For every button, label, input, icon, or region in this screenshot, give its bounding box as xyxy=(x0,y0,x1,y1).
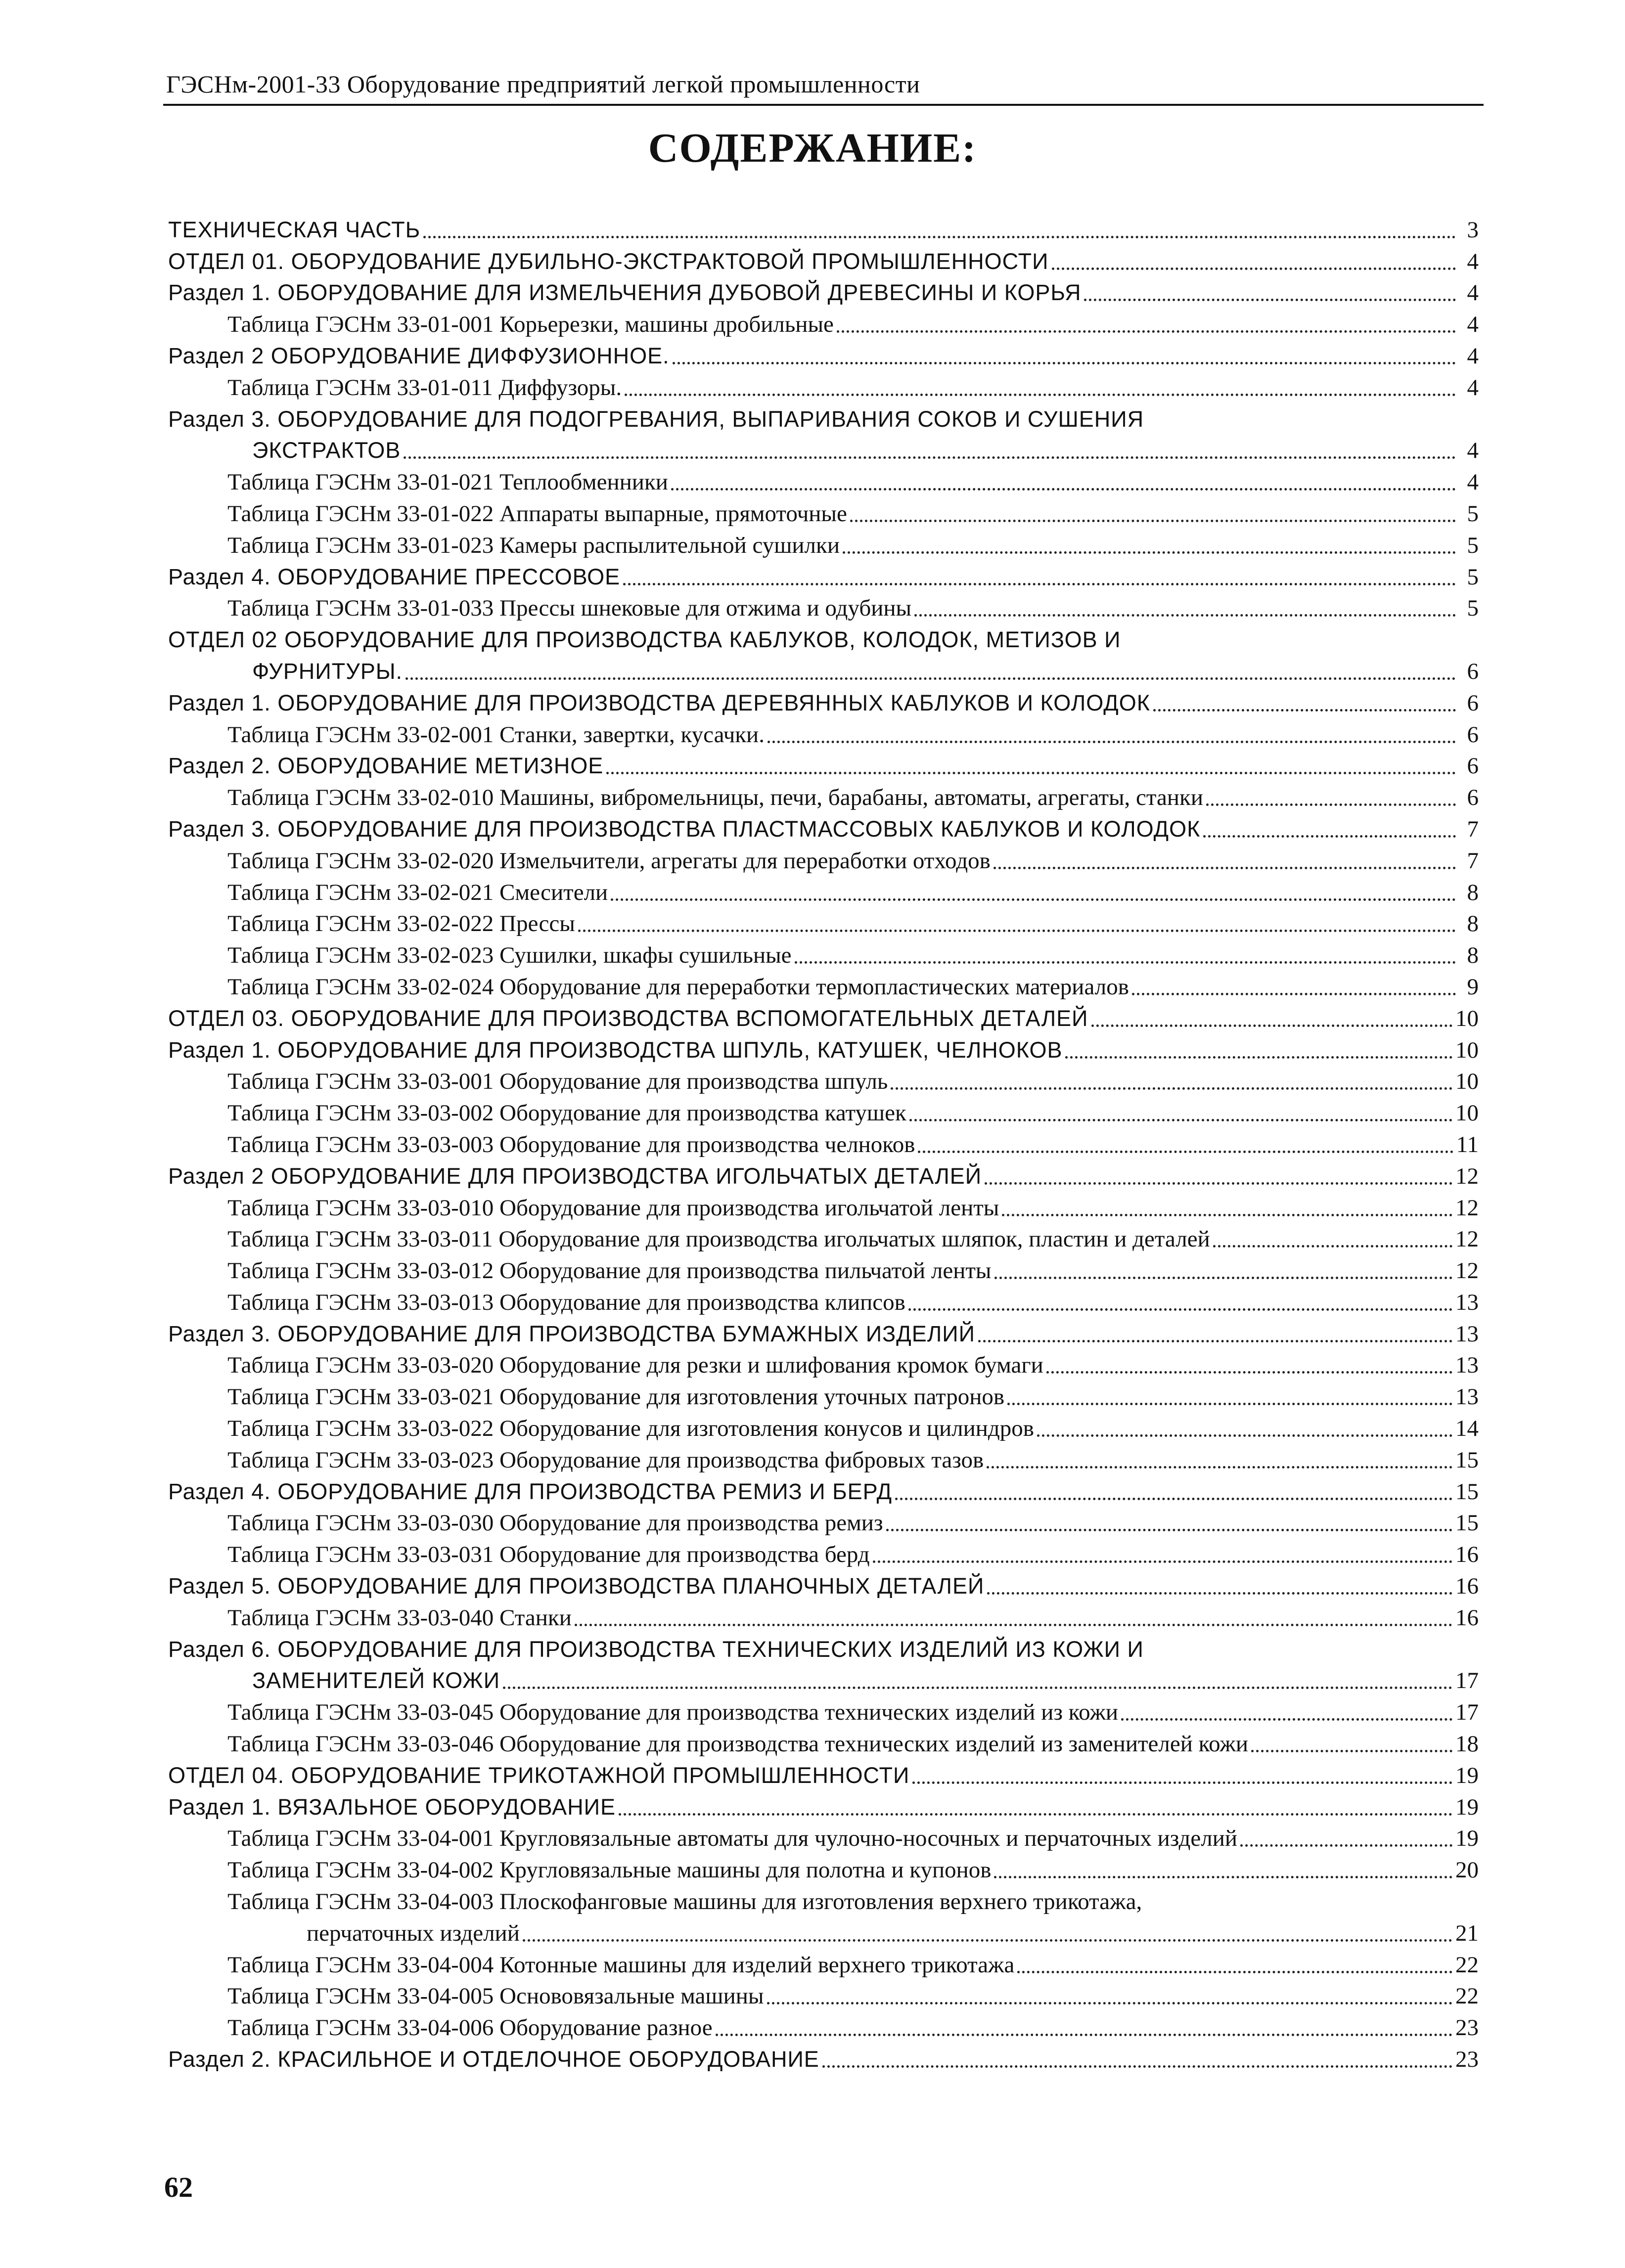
dot-leader xyxy=(606,772,1456,774)
toc-entry-text: ОТДЕЛ 03. ОБОРУДОВАНИЕ ДЛЯ ПРОИЗВОДСТВА ВСПОМОГАТЕЛЬНЫХ ДЕТАЛЕЙ xyxy=(168,1005,1088,1031)
dot-leader xyxy=(909,1119,1452,1121)
toc-entry-text: Раздел 4. ОБОРУДОВАНИЕ ПРЕССОВОЕ xyxy=(168,564,621,589)
toc-entry[interactable] xyxy=(168,1853,1479,1884)
toc-entry-page: 21 xyxy=(1455,1920,1479,1946)
toc-entry-page: 13 xyxy=(1455,1384,1479,1410)
dot-leader xyxy=(625,394,1456,396)
toc-entry-text: Таблица ГЭСНм 33-04-002 Кругловязальные машины для полотна и купонов xyxy=(227,1857,992,1883)
toc-entry-text: Таблица ГЭСНм 33-02-023 Сушилки, шкафы сушильные xyxy=(227,942,792,969)
toc-entry[interactable] xyxy=(168,623,1479,686)
toc-entry-page: 23 xyxy=(1455,2046,1479,2073)
toc-entry-page: 4 xyxy=(1467,343,1479,369)
toc-entry-text: Таблица ГЭСНм 33-04-001 Кругловязальные автоматы для чулочно-носочных и перчаточных изделий xyxy=(227,1825,1238,1852)
toc-entry-text: Таблица ГЭСНм 33-04-003 Плоскофанговые машины для изготовления верхнего трикотажа, xyxy=(227,1889,1142,1915)
toc-entry[interactable] xyxy=(168,1191,1479,1222)
dot-leader xyxy=(873,1560,1452,1563)
toc-entry-text: Раздел 2. ОБОРУДОВАНИЕ МЕТИЗНОЕ xyxy=(168,753,604,779)
toc-entry-page: 8 xyxy=(1467,879,1479,905)
toc-entry[interactable] xyxy=(168,1822,1479,1853)
toc-entry-text: Таблица ГЭСНм 33-03-002 Оборудование для производства катушек xyxy=(227,1100,906,1126)
toc-entry-text: Раздел 6. ОБОРУДОВАНИЕ ДЛЯ ПРОИЗВОДСТВА ТЕХНИЧЕСКИХ ИЗДЕЛИЙ ИЗ КОЖИ И xyxy=(168,1636,1144,1662)
toc-entry[interactable] xyxy=(168,970,1479,1001)
toc-entry[interactable] xyxy=(168,1948,1479,1979)
toc-entry-page: 18 xyxy=(1455,1731,1479,1757)
dot-leader xyxy=(671,488,1456,490)
dot-leader xyxy=(850,520,1456,522)
toc-entry-text-continued: ФУРНИТУРЫ. xyxy=(252,658,403,684)
toc-entry-text: ОТДЕЛ 04. ОБОРУДОВАНИЕ ТРИКОТАЖНОЙ ПРОМЫШЛЕННОСТИ xyxy=(168,1762,910,1788)
toc-entry[interactable] xyxy=(168,780,1479,812)
toc-entry[interactable] xyxy=(168,1159,1479,1191)
toc-entry-text: Раздел 3. ОБОРУДОВАНИЕ ДЛЯ ПРОИЗВОДСТВА ПЛАСТМАССОВЫХ КАБЛУКОВ И КОЛОДОК xyxy=(168,816,1201,842)
dot-leader xyxy=(1007,1403,1452,1405)
toc-entry[interactable] xyxy=(168,1727,1479,1758)
toc-entry-text: Таблица ГЭСНм 33-04-004 Котонные машины для изделий верхнего трикотажа xyxy=(227,1952,1015,1978)
toc-entry[interactable] xyxy=(168,1285,1479,1317)
toc-entry[interactable] xyxy=(168,1127,1479,1159)
toc-entry-page: 6 xyxy=(1467,690,1479,716)
dot-leader xyxy=(1017,1971,1452,1973)
toc-entry-text: Таблица ГЭСНм 33-03-040 Станки xyxy=(227,1604,572,1631)
toc-entry-page: 6 xyxy=(1467,721,1479,748)
toc-entry-page: 12 xyxy=(1455,1226,1479,1252)
toc-entry-text: Раздел 2. КРАСИЛЬНОЕ И ОТДЕЛОЧНОЕ ОБОРУДОВАНИЕ xyxy=(168,2046,819,2072)
toc-entry[interactable] xyxy=(168,1632,1479,1695)
toc-entry[interactable] xyxy=(168,1222,1479,1254)
dot-leader xyxy=(1037,1434,1452,1437)
toc-entry-page: 19 xyxy=(1455,1762,1479,1788)
toc-entry-text: Таблица ГЭСНм 33-03-013 Оборудование для производства клипсов xyxy=(227,1289,905,1315)
toc-entry[interactable] xyxy=(168,1411,1479,1443)
dot-leader xyxy=(895,1498,1452,1500)
toc-entry-page: 5 xyxy=(1467,500,1479,527)
page-number: 62 xyxy=(164,2171,193,2203)
dot-leader xyxy=(1046,1371,1452,1374)
toc-entry-page: 10 xyxy=(1455,1005,1479,1031)
toc-entry-page: 22 xyxy=(1455,1983,1479,2009)
toc-entry-page: 4 xyxy=(1467,280,1479,306)
toc-entry-page: 3 xyxy=(1467,217,1479,243)
toc-entry-text: Таблица ГЭСНм 33-03-045 Оборудование для производства технических изделий из кожи xyxy=(227,1699,1119,1726)
dot-leader xyxy=(795,961,1456,964)
toc-entry-text: Таблица ГЭСНм 33-01-022 Аппараты выпарные, прямоточные xyxy=(227,500,847,527)
dot-leader xyxy=(1213,1245,1452,1247)
dot-leader xyxy=(767,2002,1453,2004)
dot-leader xyxy=(985,1182,1452,1185)
dot-leader xyxy=(918,1151,1453,1153)
toc-entry[interactable] xyxy=(168,1001,1479,1033)
toc-entry-text: Раздел 1. ОБОРУДОВАНИЕ ДЛЯ ПРОИЗВОДСТВА ШПУЛЬ, КАТУШЕК, ЧЕЛНОКОВ xyxy=(168,1037,1063,1063)
toc-entry[interactable] xyxy=(168,465,1479,496)
toc-entry-page: 13 xyxy=(1455,1321,1479,1347)
toc-entry-text: Таблица ГЭСНм 33-01-001 Корьерезки, машины дробильные xyxy=(227,311,834,338)
toc-entry[interactable] xyxy=(168,717,1479,749)
page-title: СОДЕРЖАНИЕ: xyxy=(648,125,977,171)
dot-leader xyxy=(1153,709,1456,712)
toc-entry-page: 19 xyxy=(1455,1825,1479,1852)
toc-entry[interactable] xyxy=(168,1033,1479,1065)
toc-entry[interactable] xyxy=(168,1695,1479,1727)
toc-entry[interactable] xyxy=(168,244,1479,276)
toc-entry-text: Таблица ГЭСНм 33-01-033 Прессы шнековые для отжима и одубины xyxy=(227,595,912,622)
toc-entry-page: 19 xyxy=(1455,1794,1479,1820)
dot-leader xyxy=(1084,299,1456,301)
dot-leader xyxy=(406,677,1456,680)
toc-entry-text: ОТДЕЛ 01. ОБОРУДОВАНИЕ ДУБИЛЬНО-ЭКСТРАКТОВОЙ ПРОМЫШЛЕННОСТИ xyxy=(168,248,1049,274)
dot-leader xyxy=(767,741,1456,743)
toc-entry-page: 5 xyxy=(1467,564,1479,590)
toc-entry[interactable] xyxy=(168,1379,1479,1411)
toc-entry-page: 6 xyxy=(1467,658,1479,684)
dot-leader xyxy=(578,930,1456,932)
dot-leader xyxy=(843,551,1456,554)
toc-entry-page: 5 xyxy=(1467,532,1479,558)
toc-entry[interactable] xyxy=(168,2042,1479,2074)
dot-leader xyxy=(1002,1214,1452,1216)
toc-entry-page: 4 xyxy=(1467,311,1479,338)
toc-entry[interactable] xyxy=(168,213,1479,244)
toc-entry-text-continued: ЭКСТРАКТОВ xyxy=(252,438,401,463)
toc-entry-page: 15 xyxy=(1455,1447,1479,1473)
dot-leader xyxy=(423,236,1456,238)
toc-entry-page: 12 xyxy=(1455,1195,1479,1221)
toc-entry[interactable] xyxy=(168,686,1479,717)
toc-entry-page: 8 xyxy=(1467,942,1479,969)
dot-leader xyxy=(1065,1056,1452,1059)
toc-entry-text: Таблица ГЭСНм 33-02-020 Измельчители, агрегаты для переработки отходов xyxy=(227,847,991,874)
dot-leader xyxy=(886,1529,1452,1531)
toc-entry-page: 5 xyxy=(1467,595,1479,622)
toc-entry-text: Таблица ГЭСНм 33-04-006 Оборудование разное xyxy=(227,2015,713,2041)
toc-entry-page: 10 xyxy=(1455,1068,1479,1095)
dot-leader xyxy=(1132,993,1456,995)
toc-entry-text: Таблица ГЭСНм 33-03-046 Оборудование для производства технических изделий из заменителей кожи xyxy=(227,1731,1249,1757)
toc-entry-text: Таблица ГЭСНм 33-02-001 Станки, завертки, кусачки. xyxy=(227,721,765,748)
toc-entry-page: 6 xyxy=(1467,753,1479,779)
toc-entry[interactable] xyxy=(168,812,1479,844)
header-rule xyxy=(163,104,1484,106)
toc-entry[interactable] xyxy=(168,1065,1479,1096)
toc-entry-text: Раздел 3. ОБОРУДОВАНИЕ ДЛЯ ПОДОГРЕВАНИЯ, ВЫПАРИВАНИЯ СОКОВ И СУШЕНИЯ xyxy=(168,406,1144,432)
toc-entry-text: Таблица ГЭСНм 33-01-023 Камеры распылительной сушилки xyxy=(227,532,840,558)
toc-entry[interactable] xyxy=(168,844,1479,875)
toc-entry-page: 15 xyxy=(1455,1478,1479,1505)
toc-entry-page: 4 xyxy=(1467,374,1479,400)
toc-entry-text: ТЕХНИЧЕСКАЯ ЧАСТЬ xyxy=(168,217,421,242)
dot-leader xyxy=(1121,1718,1452,1721)
toc-entry-text: Раздел 1. ОБОРУДОВАНИЕ ДЛЯ ИЗМЕЛЬЧЕНИЯ ДУБОВОЙ ДРЕВЕСИНЫ И КОРЬЯ xyxy=(168,280,1082,306)
table-of-contents xyxy=(168,213,1479,2074)
dot-leader xyxy=(912,1781,1452,1784)
toc-entry[interactable] xyxy=(168,1601,1479,1632)
dot-leader xyxy=(978,1340,1452,1342)
dot-leader xyxy=(994,1876,1452,1878)
toc-entry-text: Таблица ГЭСНм 33-03-021 Оборудование для изготовления уточных патронов xyxy=(227,1384,1005,1410)
toc-entry-page: 4 xyxy=(1467,248,1479,274)
dot-leader xyxy=(994,1277,1452,1279)
toc-entry-text: Таблица ГЭСНм 33-03-020 Оборудование для резки и шлифования кромок бумаги xyxy=(227,1352,1043,1379)
toc-entry[interactable] xyxy=(168,1317,1479,1348)
toc-entry-text: Таблица ГЭСНм 33-01-011 Диффузоры. xyxy=(227,374,622,400)
toc-entry-page: 16 xyxy=(1455,1573,1479,1600)
toc-entry[interactable] xyxy=(168,402,1479,465)
toc-entry-text: Таблица ГЭСНм 33-03-022 Оборудование для изготовления конусов и цилиндров xyxy=(227,1416,1034,1442)
dot-leader xyxy=(1052,267,1456,270)
toc-entry-page: 16 xyxy=(1455,1604,1479,1631)
dot-leader xyxy=(404,456,1456,459)
toc-entry-text: Таблица ГЭСНм 33-01-021 Теплообменники xyxy=(227,469,668,495)
dot-leader xyxy=(716,2034,1452,2036)
toc-entry-page: 6 xyxy=(1467,785,1479,811)
dot-leader xyxy=(987,1592,1452,1595)
toc-entry[interactable] xyxy=(168,307,1479,339)
toc-entry[interactable] xyxy=(168,938,1479,970)
toc-entry-text: Раздел 2 ОБОРУДОВАНИЕ ДЛЯ ПРОИЗВОДСТВА ИГОЛЬЧАТЫХ ДЕТАЛЕЙ xyxy=(168,1163,982,1189)
dot-leader xyxy=(914,614,1456,617)
toc-entry[interactable] xyxy=(168,1569,1479,1601)
toc-entry-text: Раздел 2 ОБОРУДОВАНИЕ ДИФФУЗИОННОЕ. xyxy=(168,343,670,368)
toc-entry[interactable] xyxy=(168,1758,1479,1790)
toc-entry-page: 10 xyxy=(1455,1100,1479,1126)
toc-entry-page: 13 xyxy=(1455,1289,1479,1315)
toc-entry-page: 11 xyxy=(1456,1131,1479,1157)
toc-entry-text: Таблица ГЭСНм 33-03-011 Оборудование для производства игольчатых шляпок, пластин и деталей xyxy=(227,1226,1210,1252)
toc-entry-page: 12 xyxy=(1455,1258,1479,1284)
dot-leader xyxy=(1203,835,1456,838)
toc-entry[interactable] xyxy=(168,591,1479,623)
toc-entry-page: 10 xyxy=(1455,1037,1479,1063)
toc-entry[interactable] xyxy=(168,1884,1479,1948)
toc-entry-text: Таблица ГЭСНм 33-03-012 Оборудование для производства пильчатой ленты xyxy=(227,1258,992,1284)
toc-entry-text: Раздел 3. ОБОРУДОВАНИЕ ДЛЯ ПРОИЗВОДСТВА БУМАЖНЫХ ИЗДЕЛИЙ xyxy=(168,1321,975,1346)
toc-entry-text-continued: ЗАМЕНИТЕЛЕЙ КОЖИ xyxy=(252,1668,500,1693)
toc-entry-page: 4 xyxy=(1467,469,1479,495)
toc-entry-page: 17 xyxy=(1455,1699,1479,1726)
dot-leader xyxy=(1206,803,1456,806)
toc-entry[interactable] xyxy=(168,496,1479,528)
dot-leader xyxy=(908,1308,1452,1311)
dot-leader xyxy=(837,330,1456,333)
toc-entry[interactable] xyxy=(168,875,1479,907)
toc-entry-text: Раздел 1. ОБОРУДОВАНИЕ ДЛЯ ПРОИЗВОДСТВА ДЕРЕВЯННЫХ КАБЛУКОВ И КОЛОДОК xyxy=(168,690,1150,715)
toc-entry-page: 8 xyxy=(1467,911,1479,937)
dot-leader xyxy=(673,362,1456,364)
toc-entry-page: 20 xyxy=(1455,1857,1479,1883)
toc-entry-text: Раздел 4. ОБОРУДОВАНИЕ ДЛЯ ПРОИЗВОДСТВА РЕМИЗ И БЕРД xyxy=(168,1478,893,1504)
toc-entry-page: 22 xyxy=(1455,1952,1479,1978)
dot-leader xyxy=(623,583,1456,585)
toc-entry-page: 7 xyxy=(1467,816,1479,842)
toc-entry[interactable] xyxy=(168,1790,1479,1822)
toc-entry-text: Таблица ГЭСНм 33-03-030 Оборудование для производства ремиз xyxy=(227,1510,883,1536)
dot-leader xyxy=(891,1087,1452,1090)
toc-entry[interactable] xyxy=(168,339,1479,370)
toc-entry-page: 17 xyxy=(1455,1668,1479,1694)
toc-entry[interactable] xyxy=(168,1443,1479,1474)
toc-entry[interactable] xyxy=(168,1979,1479,2011)
toc-entry-page: 15 xyxy=(1455,1510,1479,1536)
toc-entry-text: Таблица ГЭСНм 33-03-001 Оборудование для производства шпуль xyxy=(227,1068,888,1095)
toc-entry-page: 23 xyxy=(1455,2015,1479,2041)
toc-entry-text: ОТДЕЛ 02 ОБОРУДОВАНИЕ ДЛЯ ПРОИЗВОДСТВА КАБЛУКОВ, КОЛОДОК, МЕТИЗОВ И xyxy=(168,627,1121,653)
toc-entry[interactable] xyxy=(168,907,1479,938)
toc-entry[interactable] xyxy=(168,1348,1479,1380)
toc-entry-text: Раздел 5. ОБОРУДОВАНИЕ ДЛЯ ПРОИЗВОДСТВА ПЛАНОЧНЫХ ДЕТАЛЕЙ xyxy=(168,1573,985,1599)
dot-leader xyxy=(575,1624,1452,1626)
dot-leader xyxy=(993,867,1456,869)
dot-leader xyxy=(503,1687,1452,1689)
toc-entry[interactable] xyxy=(168,1253,1479,1285)
dot-leader xyxy=(523,1939,1452,1942)
toc-entry[interactable] xyxy=(168,276,1479,308)
running-header: ГЭСНм-2001-33 Оборудование предприятий легкой промышленности xyxy=(166,70,920,98)
toc-entry[interactable] xyxy=(168,1474,1479,1506)
dot-leader xyxy=(619,1813,1452,1816)
dot-leader xyxy=(1251,1750,1452,1752)
dot-leader xyxy=(987,1466,1452,1468)
toc-entry[interactable] xyxy=(168,2010,1479,2042)
toc-entry-text-continued: перчаточных изделий xyxy=(307,1920,520,1946)
toc-entry[interactable] xyxy=(168,528,1479,560)
toc-entry-text: Таблица ГЭСНм 33-02-010 Машины, вибромельницы, печи, барабаны, автоматы, агрегаты, станки xyxy=(227,785,1204,811)
toc-entry[interactable] xyxy=(168,560,1479,591)
toc-entry-page: 14 xyxy=(1455,1416,1479,1442)
dot-leader xyxy=(1091,1024,1452,1027)
toc-entry-text: Таблица ГЭСНм 33-03-003 Оборудование для производства челноков xyxy=(227,1131,915,1157)
toc-entry[interactable] xyxy=(168,1537,1479,1569)
toc-entry[interactable] xyxy=(168,1506,1479,1538)
toc-entry[interactable] xyxy=(168,1096,1479,1127)
toc-entry[interactable] xyxy=(168,749,1479,781)
toc-entry-text: Таблица ГЭСНм 33-02-022 Прессы xyxy=(227,911,575,937)
toc-entry-text: Раздел 1. ВЯЗАЛЬНОЕ ОБОРУДОВАНИЕ xyxy=(168,1794,616,1820)
toc-entry-page: 16 xyxy=(1455,1542,1479,1568)
toc-entry-text: Таблица ГЭСНм 33-04-005 Основовязальные машины xyxy=(227,1983,764,2009)
dot-leader xyxy=(822,2065,1452,2068)
toc-entry-text: Таблица ГЭСНм 33-03-031 Оборудование для производства берд xyxy=(227,1542,870,1568)
toc-entry-page: 13 xyxy=(1455,1352,1479,1379)
toc-entry-page: 9 xyxy=(1467,974,1479,1000)
toc-entry-page: 4 xyxy=(1467,438,1479,464)
toc-entry-page: 12 xyxy=(1455,1163,1479,1189)
dot-leader xyxy=(1240,1844,1452,1847)
toc-entry[interactable] xyxy=(168,370,1479,402)
toc-entry-text: Таблица ГЭСНм 33-03-023 Оборудование для производства фибровых тазов xyxy=(227,1447,984,1473)
toc-entry-text: Таблица ГЭСНм 33-02-021 Смесители xyxy=(227,879,608,905)
dot-leader xyxy=(611,898,1456,901)
toc-entry-text: Таблица ГЭСНм 33-02-024 Оборудование для переработки термопластических материалов xyxy=(227,974,1129,1000)
toc-entry-page: 7 xyxy=(1467,847,1479,874)
toc-entry-text: Таблица ГЭСНм 33-03-010 Оборудование для производства игольчатой ленты xyxy=(227,1195,999,1221)
